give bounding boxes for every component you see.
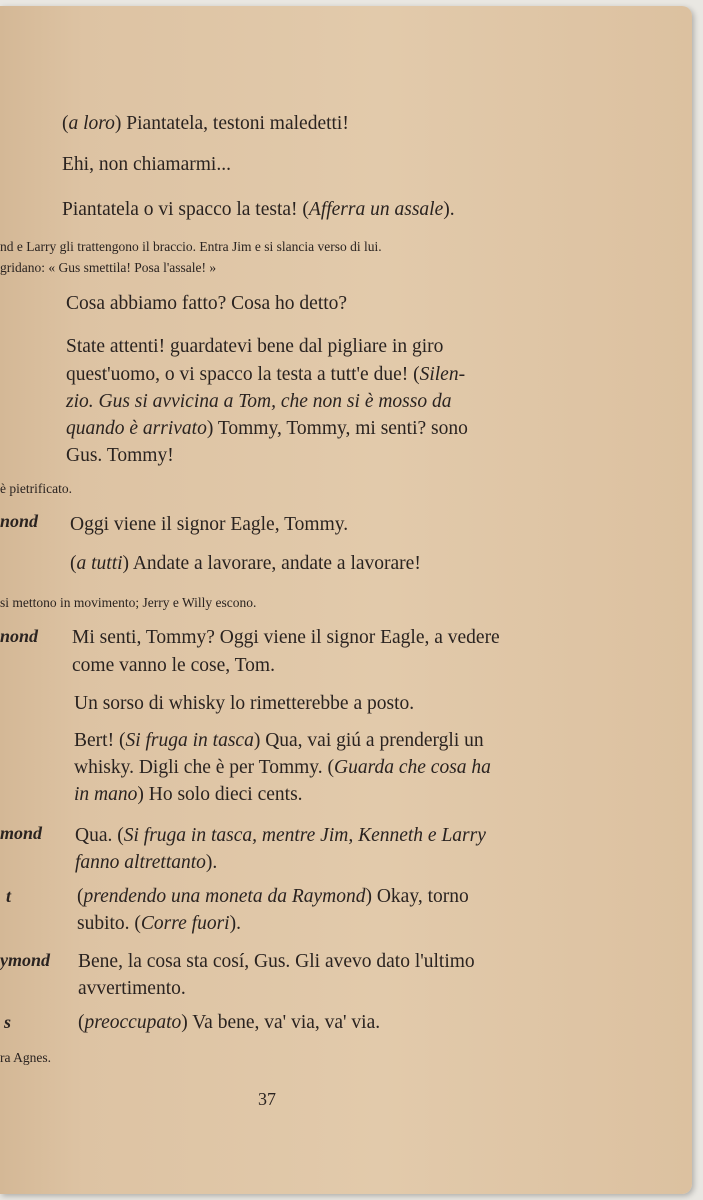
text-line: Qua. (Si fruga in tasca, mentre Jim, Kenneth e Larry — [75, 825, 486, 846]
stage-direction: ra Agnes. — [0, 1050, 51, 1065]
stage-direction: gridano: « Gus smettila! Posa l'assale! » — [0, 260, 217, 275]
speaker-name: mond — [0, 823, 43, 843]
text-line: come vanno le cose, Tom. — [72, 655, 275, 676]
text-line: Mi senti, Tommy? Oggi viene il signor Eagle, a vedere — [72, 627, 500, 648]
text-line: (a tutti) Andate a lavorare, andate a lavorare! — [70, 553, 421, 574]
text-line: (prendendo una moneta da Raymond) Okay, torno — [77, 886, 469, 907]
text-line: quando è arrivato) Tommy, Tommy, mi senti? sono — [66, 418, 468, 439]
speaker-name: nond — [0, 511, 39, 531]
text-line: Cosa abbiamo fatto? Cosa ho detto? — [66, 293, 348, 314]
book-page — [0, 6, 692, 1194]
text-line: Oggi viene il signor Eagle, Tommy. — [70, 514, 349, 535]
speaker-name: t — [6, 886, 12, 906]
page-number: 37 — [258, 1089, 276, 1109]
text-line: whisky. Digli che è per Tommy. (Guarda che cosa ha — [74, 757, 491, 778]
text-line: Piantatela o vi spacco la testa! (Afferra un assale). — [62, 199, 455, 220]
text-line: Un sorso di whisky lo rimetterebbe a posto. — [74, 693, 415, 714]
speaker-name: nond — [0, 626, 39, 646]
text-line: Ehi, non chiamarmi... — [62, 154, 231, 175]
text-line: (preoccupato) Va bene, va' via, va' via. — [78, 1012, 381, 1033]
text-line: quest'uomo, o vi spacco la testa a tutt'e due! (Silen- — [66, 364, 466, 385]
text-line: in mano) Ho solo dieci cents. — [74, 784, 303, 805]
text-line: subito. (Corre fuori). — [77, 913, 241, 934]
text-line: State attenti! guardatevi bene dal pigliare in giro — [66, 336, 444, 357]
text-line: Bert! (Si fruga in tasca) Qua, vai giú a prendergli un — [74, 730, 484, 751]
speaker-name: s — [4, 1012, 12, 1032]
text-line: (a loro) Piantatela, testoni maledetti! — [62, 113, 349, 134]
stage-direction: nd e Larry gli trattengono il braccio. Entra Jim e si slancia verso di lui. — [0, 239, 382, 254]
stage-direction: è pietrificato. — [0, 481, 72, 496]
text-line: fanno altrettanto). — [75, 852, 218, 873]
text-line: Bene, la cosa sta cosí, Gus. Gli avevo dato l'ultimo — [78, 951, 475, 972]
text-line: Gus. Tommy! — [66, 445, 174, 466]
stage-direction: si mettono in movimento; Jerry e Willy escono. — [0, 595, 257, 610]
text-line: avvertimento. — [78, 978, 186, 999]
text-line: zio. Gus si avvicina a Tom, che non si è mosso da — [66, 391, 452, 412]
speaker-name: ymond — [0, 950, 51, 970]
